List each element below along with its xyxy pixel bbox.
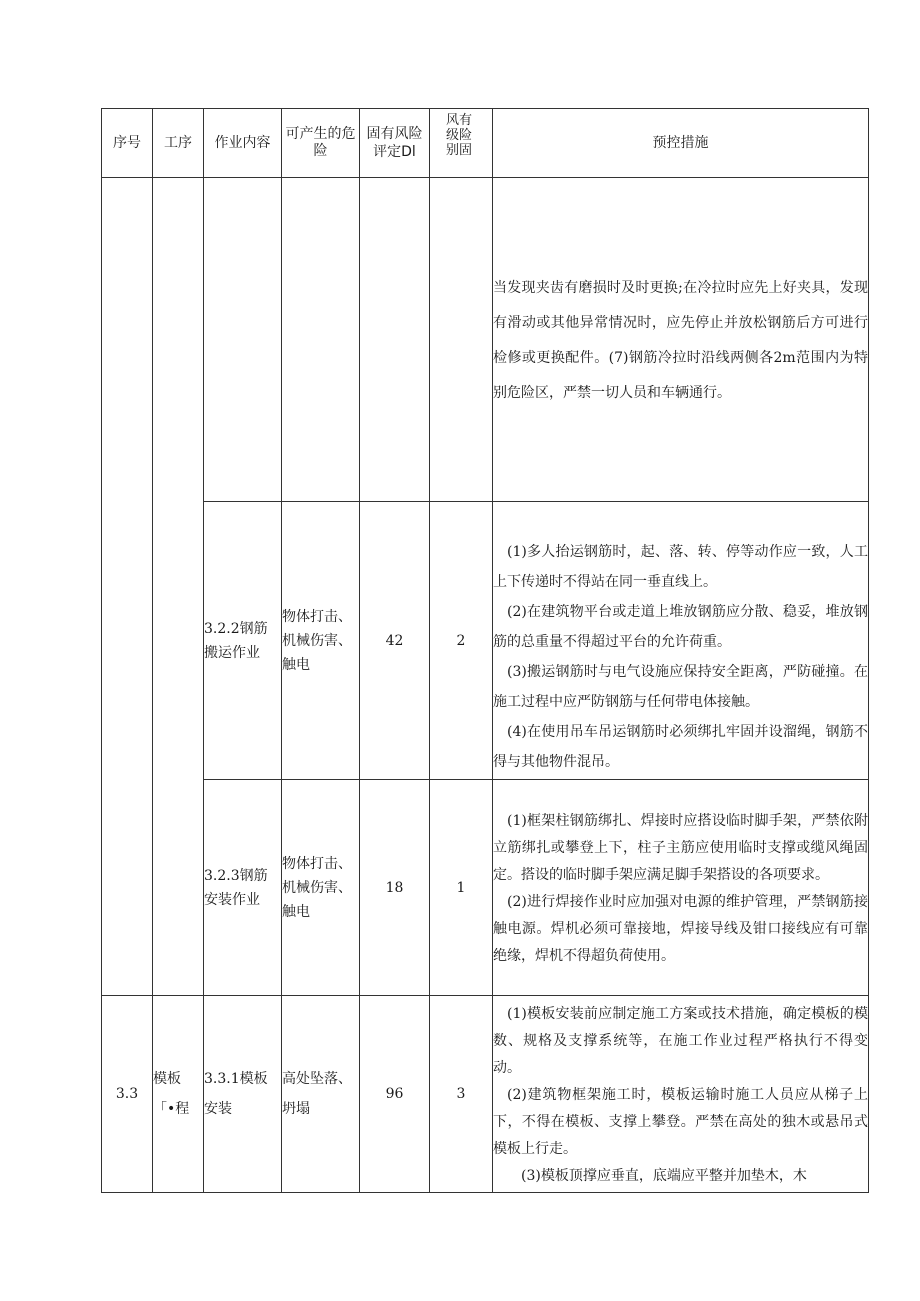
measure-item: (1)多人抬运钢筋时，起、落、转、停等动作应一致，人工上下传递时不得站在同一垂直线上。 [493,543,868,590]
cell-hazard: 物体打击、机械伤害、触电 [282,780,360,996]
header-process: 工序 [153,109,204,178]
cell-score: 96 [360,996,430,1193]
cell-hazard: 高处坠落、坍塌 [282,996,360,1193]
header-level [430,109,493,178]
header-measures: 预控措施 [493,109,869,178]
measure-item: (1)模板安装前应制定施工方案或技术措施，确定模板的模数、规格及支撑系统等，在施工作业过程严格执行不得变动。 [493,1005,868,1076]
cell-process: 模板「•程 [153,996,204,1193]
table-row [102,178,869,502]
cell-score-empty [360,178,430,502]
measure-text: 当发现夹齿有磨损时及时更换;在冷拉时应先上好夹具，发现有滑动或其他异常情况时，应先停止并放松钢筋后方可进行检修或更换配件。(7)钢筋冷拉时沿线两侧各2m范围内为特别危险区，严禁一切人员和车辆通行。 [493,280,868,401]
cell-measures [493,996,869,1193]
cell-hazard-empty [282,178,360,502]
header-score: 固有风险评定Dl [360,109,430,178]
header-seq: 序号 [102,109,153,178]
header-content: 作业内容 [204,109,282,178]
cell-score: 42 [360,502,430,780]
measure-item: (1)框架柱钢筋绑扎、焊接时应搭设临时脚手架，严禁依附立筋绑扎或攀登上下，柱子主筋应使用临时支撑或缆风绳固定。搭设的临时脚手架应满足脚手架搭设的各项要求。 [493,812,868,883]
cell-measures [493,780,869,996]
table-row [102,502,869,780]
cell-level: 1 [430,780,493,996]
cell-seq-empty [102,178,153,996]
risk-control-table [101,108,869,1193]
measure-item: (3)模板顶撑应垂直，底端应平整并加垫木，木 [521,1167,807,1184]
cell-content: 3.2.3钢筋安装作业 [204,780,282,996]
cell-hazard: 物体打击、机械伤害、触电 [282,502,360,780]
table-row [102,780,869,996]
header-level-text: 风有级险别固 [446,113,473,158]
cell-measures [493,502,869,780]
cell-content-empty [204,178,282,502]
table-row [102,996,869,1193]
header-row [102,109,869,178]
cell-level: 3 [430,996,493,1193]
cell-measures [493,178,869,502]
cell-content: 3.3.1模板安装 [204,996,282,1193]
measure-item: (2)建筑物框架施工时，模板运输时施工人员应从梯子上下，不得在模板、支撑上攀登。严禁在高处的独木或悬吊式模板上行走。 [493,1086,868,1157]
cell-level: 2 [430,502,493,780]
header-hazard: 可产生的危险 [282,109,360,178]
cell-process-empty [153,178,204,996]
measure-item: (4)在使用吊车吊运钢筋时必须绑扎牢固并设溜绳，钢筋不得与其他物件混吊。 [493,723,868,770]
cell-level-empty [430,178,493,502]
measure-item: (3)搬运钢筋时与电气设施应保持安全距离，严防碰撞。在施工过程中应严防钢筋与任何带电体接触。 [493,663,868,710]
measure-item: (2)进行焊接作业时应加强对电源的维护管理，严禁钢筋接触电源。焊机必须可靠接地，焊接导线及钳口接线应有可靠绝缘，焊机不得超负荷使用。 [493,893,868,964]
cell-seq: 3.3 [102,996,153,1193]
cell-content: 3.2.2钢筋搬运作业 [204,502,282,780]
measure-item: (2)在建筑物平台或走道上堆放钢筋应分散、稳妥，堆放钢筋的总重量不得超过平台的允许荷重。 [493,603,868,650]
cell-score: 18 [360,780,430,996]
